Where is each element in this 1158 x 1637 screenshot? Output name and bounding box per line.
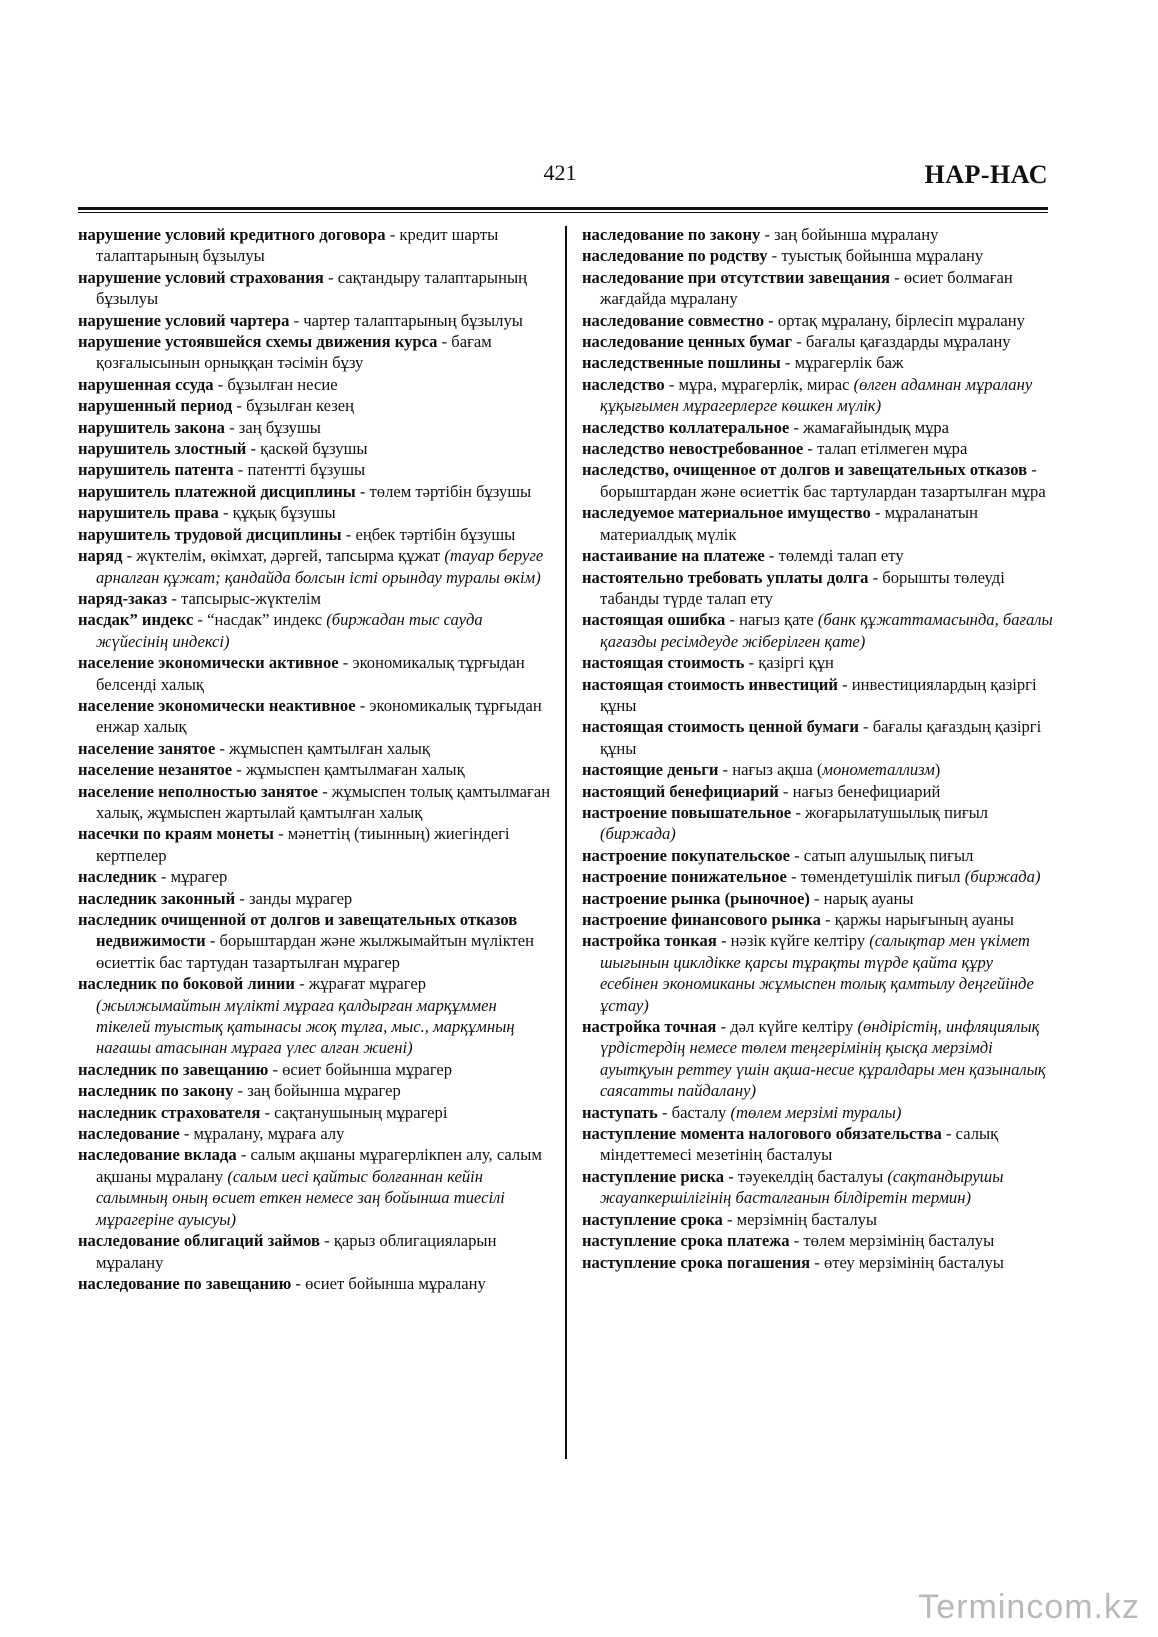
dictionary-entry bbox=[78, 524, 554, 545]
entry-definition: - қарыз облигацияларын мұралану bbox=[96, 1231, 497, 1272]
entry-term: нарушение условий страхования bbox=[78, 267, 324, 287]
dictionary-entry bbox=[582, 1123, 1054, 1166]
entry-term: настоящий бенефициарий bbox=[582, 781, 779, 801]
entry-definition: - бұзылған кезең bbox=[232, 396, 355, 416]
entry-definition: - бұзылған несие bbox=[213, 374, 338, 394]
entry-term: наследование совместно bbox=[582, 310, 765, 330]
running-head: НАР-НАС bbox=[924, 160, 1048, 189]
dictionary-entry bbox=[78, 438, 554, 459]
entry-note: (өлген адамнан мұралану құқығымен мұрагерлерге көшкен мүлік) bbox=[600, 374, 1033, 416]
entry-definition: - төмендетушілік пиғыл bbox=[786, 867, 965, 887]
entry-definition: - мұрагер bbox=[156, 867, 228, 887]
entry-definition: - салым ақшаны мұрагерлікпен алу, салым ақшаны мұралану bbox=[96, 1145, 542, 1186]
entry-term: наследник по боковой линии bbox=[78, 974, 295, 994]
dictionary-entry bbox=[582, 909, 1054, 930]
entry-note: монометаллизм bbox=[822, 760, 935, 780]
dictionary-entry bbox=[582, 1166, 1054, 1209]
entry-term: нарушенная ссуда bbox=[78, 374, 214, 394]
dictionary-entry bbox=[78, 888, 554, 909]
entry-definition: - жұмыспен толық қамтылмаған халық, жұмыспен жартылай қамтылған халық bbox=[96, 781, 551, 822]
dictionary-entry bbox=[78, 224, 554, 267]
entry-term: наследование bbox=[78, 1124, 180, 1144]
entry-definition: - құқық бұзушы bbox=[218, 503, 336, 523]
entry-term: настроение рынка (рыночное) bbox=[582, 888, 810, 908]
dictionary-entry bbox=[582, 845, 1054, 866]
entry-definition: - еңбек тәртібін бұзушы bbox=[341, 524, 516, 544]
termincom-logo: Termincom.kz bbox=[918, 1588, 1140, 1626]
entry-definition: - борышты төлеуді табанды түрде талап ету bbox=[600, 567, 1005, 608]
dictionary-entry bbox=[582, 459, 1054, 502]
dictionary-entry bbox=[582, 352, 1054, 373]
dictionary-entry bbox=[78, 695, 554, 738]
dictionary-entry bbox=[78, 738, 554, 759]
entry-term: наследник bbox=[78, 867, 157, 887]
entry-definition: - тапсырыс-жүктелім bbox=[167, 588, 322, 608]
column-divider bbox=[565, 226, 567, 1459]
entry-term: настроение понижательное bbox=[582, 867, 787, 887]
dictionary-entry bbox=[582, 930, 1054, 1016]
entry-definition: - туыстық бойынша мұралану bbox=[767, 246, 984, 266]
entry-definition: - нәзік күйге келтіру bbox=[716, 931, 870, 951]
entry-term: настоящие деньги bbox=[582, 760, 719, 780]
entry-term: настоятельно требовать уплаты долга bbox=[582, 567, 869, 587]
entry-definition: - нағыз бенефициарий bbox=[778, 781, 941, 801]
entry-definition: - экономикалық тұрғыдан белсенді халық bbox=[96, 653, 525, 694]
entry-definition: - чартер талаптарының бұзылуы bbox=[289, 310, 523, 330]
entry-note: (тауар беруге арналған құжат; қандайда болсын істі орындау туралы өкім) bbox=[96, 546, 544, 587]
entry-term: наряд-заказ bbox=[78, 588, 168, 608]
entry-term: нарушение условий чартера bbox=[78, 310, 290, 330]
entry-term: население экономически неактивное bbox=[78, 695, 356, 715]
entry-term: наследственные пошлины bbox=[582, 353, 781, 373]
entry-term: наступление момента налогового обязательства bbox=[582, 1124, 942, 1144]
dictionary-entry bbox=[78, 1102, 554, 1123]
entry-definition: - жүктелім, өкімхат, дәргей, тапсырма құжат bbox=[122, 546, 445, 566]
entry-definition: - мұраланатын материалдық мүлік bbox=[600, 503, 978, 544]
entry-definition: - тәуекелдің басталуы bbox=[724, 1166, 888, 1186]
entry-note: (биржада) bbox=[964, 867, 1041, 887]
dictionary-entry bbox=[78, 395, 554, 416]
entry-term: нарушитель закона bbox=[78, 417, 225, 437]
dictionary-entry bbox=[78, 481, 554, 502]
dictionary-entry bbox=[582, 545, 1054, 566]
dictionary-entry bbox=[582, 310, 1054, 331]
entry-term: наступление срока платежа bbox=[582, 1231, 790, 1251]
entry-term: настоящая стоимость ценной бумаги bbox=[582, 717, 859, 737]
dictionary-entry bbox=[78, 823, 554, 866]
dictionary-entry bbox=[78, 374, 554, 395]
entry-definition: - қазіргі құн bbox=[744, 653, 834, 673]
dictionary-entry bbox=[582, 1102, 1054, 1123]
entry-term: нарушение устоявшейся схемы движения курса bbox=[78, 332, 438, 352]
entry-term: наследник законный bbox=[78, 888, 236, 908]
dictionary-entry bbox=[78, 866, 554, 887]
entry-definition: - талап етілмеген мұра bbox=[803, 439, 968, 459]
entry-term: наследство bbox=[582, 374, 665, 394]
dictionary-entry bbox=[582, 888, 1054, 909]
dictionary-entry bbox=[582, 224, 1054, 245]
entry-note: (салықтар мен үкімет шығынын циклдікке қарсы тұрақты түрде қайта құру есебінен экономиканы жұмыспен толық қамтылу деңгейінде ұстау) bbox=[600, 931, 1034, 1015]
dictionary-entry bbox=[582, 652, 1054, 673]
dictionary-entry bbox=[582, 866, 1054, 887]
entry-definition: - салық міндеттемесі мезетінің басталуы bbox=[600, 1124, 999, 1165]
dictionary-entry bbox=[582, 331, 1054, 352]
entry-term: наследование вклада bbox=[78, 1145, 237, 1165]
entry-definition: - бағам қозғалысынын орныққан тәсімін бұзу bbox=[96, 332, 492, 373]
entry-term: наследство, очищенное от долгов и завещательных отказов bbox=[582, 460, 1028, 480]
entry-term: нарушитель права bbox=[78, 503, 219, 523]
entry-definition: - бағалы қағаздың қазіргі құны bbox=[600, 717, 1042, 758]
entry-definition: - жұмыспен қамтылмаған халық bbox=[232, 760, 465, 780]
entry-term: настаивание на платеже bbox=[582, 546, 765, 566]
entry-term: настоящая стоимость инвестиций bbox=[582, 674, 838, 694]
entry-term: наступление срока bbox=[582, 1209, 723, 1229]
entry-term: наследник по завещанию bbox=[78, 1059, 269, 1079]
dictionary-entry bbox=[78, 759, 554, 780]
entry-definition: - сатып алушылық пиғыл bbox=[789, 845, 974, 865]
dictionary-entry bbox=[582, 609, 1054, 652]
entry-definition: - экономикалық тұрғыдан енжар халық bbox=[96, 695, 542, 737]
entry-definition: - басталу bbox=[657, 1102, 731, 1122]
entry-definition: - борыштардан және жылжымайтын мүліктен өсиеттік бас тартудан тазартылған мұрагер bbox=[96, 931, 535, 972]
entry-term: наследование по закону bbox=[582, 225, 761, 244]
entry-note: (банк құжаттамасында, бағалы қағазды ресімдеуде жіберілген қате) bbox=[600, 610, 1053, 651]
dictionary-entry bbox=[582, 1209, 1054, 1230]
dictionary-entry bbox=[78, 267, 554, 310]
dictionary-entry bbox=[582, 567, 1054, 610]
entry-definition: - мұра, мұрагерлік, мирас bbox=[664, 374, 854, 394]
entry-term: насдак” индекс bbox=[78, 610, 194, 630]
entry-definition: - жоғарылатушылық пиғыл bbox=[791, 802, 989, 822]
dictionary-entry bbox=[78, 1273, 554, 1294]
entry-definition: - занды мұрагер bbox=[235, 888, 353, 908]
dictionary-entry bbox=[582, 674, 1054, 717]
entry-note: (биржада) bbox=[600, 824, 676, 844]
entry-term: нарушитель злостный bbox=[78, 439, 247, 459]
entry-definition: - “насдак” индекс bbox=[193, 610, 327, 630]
entry-definition: - төлем тәртібін бұзушы bbox=[355, 481, 532, 501]
dictionary-entry bbox=[78, 1123, 554, 1144]
entry-note: (төлем мерзімі туралы) bbox=[730, 1102, 902, 1122]
dictionary-entry bbox=[78, 588, 554, 609]
entry-term: население неполностью занятое bbox=[78, 781, 319, 801]
entry-term: наследство коллатеральное bbox=[582, 417, 790, 437]
entry-note: (биржадан тыс сауда жүйесінің индексі) bbox=[96, 610, 483, 651]
entry-note: (жылжымайтын мүлікті мұраға қалдырған марқұммен тікелей туыстық қатынасы жоқ тұлға, мыс., марқұмның нағашы атасынан мұраға үлес алған жиені) bbox=[96, 995, 515, 1058]
header-rule-thin bbox=[78, 212, 1048, 213]
dictionary-entry bbox=[582, 716, 1054, 759]
entry-term: население занятое bbox=[78, 738, 216, 758]
dictionary-entry bbox=[582, 417, 1054, 438]
dictionary-entry bbox=[78, 502, 554, 523]
entry-term: наследник очищенной от долгов и завещательных отказов недвижимости bbox=[78, 910, 518, 951]
dictionary-entry bbox=[582, 1230, 1054, 1251]
entry-term: наследование при отсутствии завещания bbox=[582, 267, 891, 287]
entry-definition: - нағыз қате bbox=[725, 610, 818, 630]
entry-term: настроение повышательное bbox=[582, 802, 792, 822]
entry-definition: - мұралану, мұраға алу bbox=[179, 1124, 345, 1144]
dictionary-entry bbox=[78, 331, 554, 374]
entry-definition: - жұмыспен қамтылған халық bbox=[215, 738, 430, 758]
dictionary-entry bbox=[582, 267, 1054, 310]
entry-term: настоящая ошибка bbox=[582, 610, 726, 630]
dictionary-entry bbox=[78, 1230, 554, 1273]
dictionary-entry bbox=[78, 609, 554, 652]
entry-term: наступление срока погашения bbox=[582, 1252, 811, 1272]
entry-term: наследование по родству bbox=[582, 246, 768, 266]
entry-term: наряд bbox=[78, 546, 123, 566]
entry-note: (салым иесі қайтыс болғаннан кейін салымның оның өсиет еткен немесе заң бойынша тиесілі мұрагеріне ауысуы) bbox=[96, 1166, 505, 1229]
entry-definition: - заң бойынша мұралану bbox=[760, 225, 939, 244]
entry-term: население экономически активное bbox=[78, 653, 339, 673]
page-number: 421 bbox=[543, 160, 577, 185]
entry-definition: - қаскөй бұзушы bbox=[246, 439, 368, 459]
entry-definition: - мұрагерлік баж bbox=[780, 353, 904, 373]
dictionary-entry bbox=[582, 802, 1054, 845]
entry-definition: - дәл күйге келтіру bbox=[716, 1017, 858, 1037]
entry-term: наступление риска bbox=[582, 1166, 725, 1186]
entry-definition: - сақтандыру талаптарының бұзылуы bbox=[96, 267, 527, 309]
entry-term: нарушитель трудовой дисциплины bbox=[78, 524, 342, 544]
entry-term: наследник страхователя bbox=[78, 1102, 261, 1122]
dictionary-entry bbox=[582, 438, 1054, 459]
entry-term: наследование по завещанию bbox=[78, 1273, 292, 1293]
entry-definition: - төлемді талап ету bbox=[764, 546, 904, 566]
entry-definition: - жамағайындық мұра bbox=[789, 417, 950, 437]
entry-term: наследник по закону bbox=[78, 1081, 234, 1101]
dictionary-entry bbox=[78, 781, 554, 824]
entry-term: нарушение условий кредитного договора bbox=[78, 225, 386, 244]
dictionary-entry bbox=[582, 245, 1054, 266]
left-column bbox=[78, 224, 554, 1294]
entry-term: нарушитель платежной дисциплины bbox=[78, 481, 356, 501]
entry-definition: - нағыз ақша ( bbox=[718, 760, 823, 780]
entry-definition: - ортақ мұралану, бірлесіп мұралану bbox=[764, 310, 1025, 330]
entry-term: насечки по краям монеты bbox=[78, 824, 274, 844]
entry-definition: - өсиет бойынша мұралану bbox=[291, 1273, 486, 1293]
entry-definition: - жұрағат мұрагер bbox=[294, 974, 427, 994]
entry-definition: - заң бойынша мұрагер bbox=[233, 1081, 401, 1101]
dictionary-entry bbox=[582, 781, 1054, 802]
dictionary-entry bbox=[78, 1059, 554, 1080]
dictionary-entry bbox=[78, 652, 554, 695]
entry-term: нарушенный период bbox=[78, 396, 233, 416]
entry-term: наследование облигаций займов bbox=[78, 1231, 321, 1251]
dictionary-entry bbox=[78, 310, 554, 331]
entry-term: настроение покупательское bbox=[582, 845, 790, 865]
entry-term: население незанятое bbox=[78, 760, 233, 780]
entry-definition: - мәнеттің (тиынның) жиегіндегі кертпелер bbox=[96, 824, 510, 865]
entry-term: наследуемое материальное имущество bbox=[582, 503, 871, 523]
entry-definition: - өсиет бойынша мұрагер bbox=[268, 1059, 453, 1079]
entry-definition: - бағалы қағаздарды мұралану bbox=[792, 332, 1011, 352]
entry-term: настроение финансового рынка bbox=[582, 910, 821, 929]
entry-note: (өндірістің, инфляциялық үрдістердің немесе төлем теңгерімінің қысқа мерзімді ауытқуын реттеу үшін ақша-несие құралдары мен қазыналық саясатты пайдалану) bbox=[600, 1017, 1046, 1101]
entry-term: наступать bbox=[582, 1102, 658, 1122]
entry-definition: - нарық ауаны bbox=[809, 888, 914, 908]
entry-term: нарушитель патента bbox=[78, 460, 234, 480]
entry-definition: - қаржы нарығының ауаны bbox=[820, 910, 1014, 929]
dictionary-entry bbox=[582, 759, 1054, 780]
dictionary-entry bbox=[78, 1144, 554, 1230]
dictionary-entry bbox=[78, 417, 554, 438]
entry-tail: ) bbox=[934, 760, 941, 780]
dictionary-entry bbox=[582, 502, 1054, 545]
entry-definition: - заң бұзушы bbox=[224, 417, 321, 437]
entry-term: настройка точная bbox=[582, 1017, 717, 1037]
right-column bbox=[582, 224, 1054, 1273]
entry-definition: - кредит шарты талаптарының бұзылуы bbox=[96, 225, 499, 266]
entry-definition: - сақтанушының мұрагері bbox=[260, 1102, 448, 1122]
entry-definition: - мерзімнің басталуы bbox=[722, 1209, 878, 1229]
entry-definition: - өтеу мерзімінің басталуы bbox=[810, 1252, 1004, 1272]
entry-definition: - төлем мерзімінің басталуы bbox=[789, 1231, 995, 1251]
dictionary-entry bbox=[582, 1016, 1054, 1102]
entry-definition: - борыштардан және өсиеттік бас тартулардан тазартылған мұра bbox=[600, 460, 1046, 501]
entry-term: настройка тонкая bbox=[582, 931, 717, 951]
dictionary-entry bbox=[78, 545, 554, 588]
dictionary-entry bbox=[78, 459, 554, 480]
entry-definition: - өсиет болмаған жағдайда мұралану bbox=[600, 267, 1013, 309]
entry-term: наследование ценных бумаг bbox=[582, 332, 793, 352]
entry-term: настоящая стоимость bbox=[582, 653, 745, 673]
dictionary-entry bbox=[78, 1080, 554, 1101]
dictionary-entry bbox=[78, 973, 554, 1059]
dictionary-entry bbox=[582, 374, 1054, 417]
dictionary-entry bbox=[582, 1252, 1054, 1273]
dictionary-entry bbox=[78, 909, 554, 973]
header-rule-thick bbox=[78, 207, 1048, 210]
entry-definition: - инвестициялардың қазіргі құны bbox=[600, 674, 1037, 715]
entry-definition: - патентті бұзушы bbox=[233, 460, 366, 480]
entry-term: наследство невостребованное bbox=[582, 439, 804, 459]
entry-note: (сақтандырушы жауапкершілігінің басталғанын білдіретін термин) bbox=[600, 1166, 1004, 1208]
